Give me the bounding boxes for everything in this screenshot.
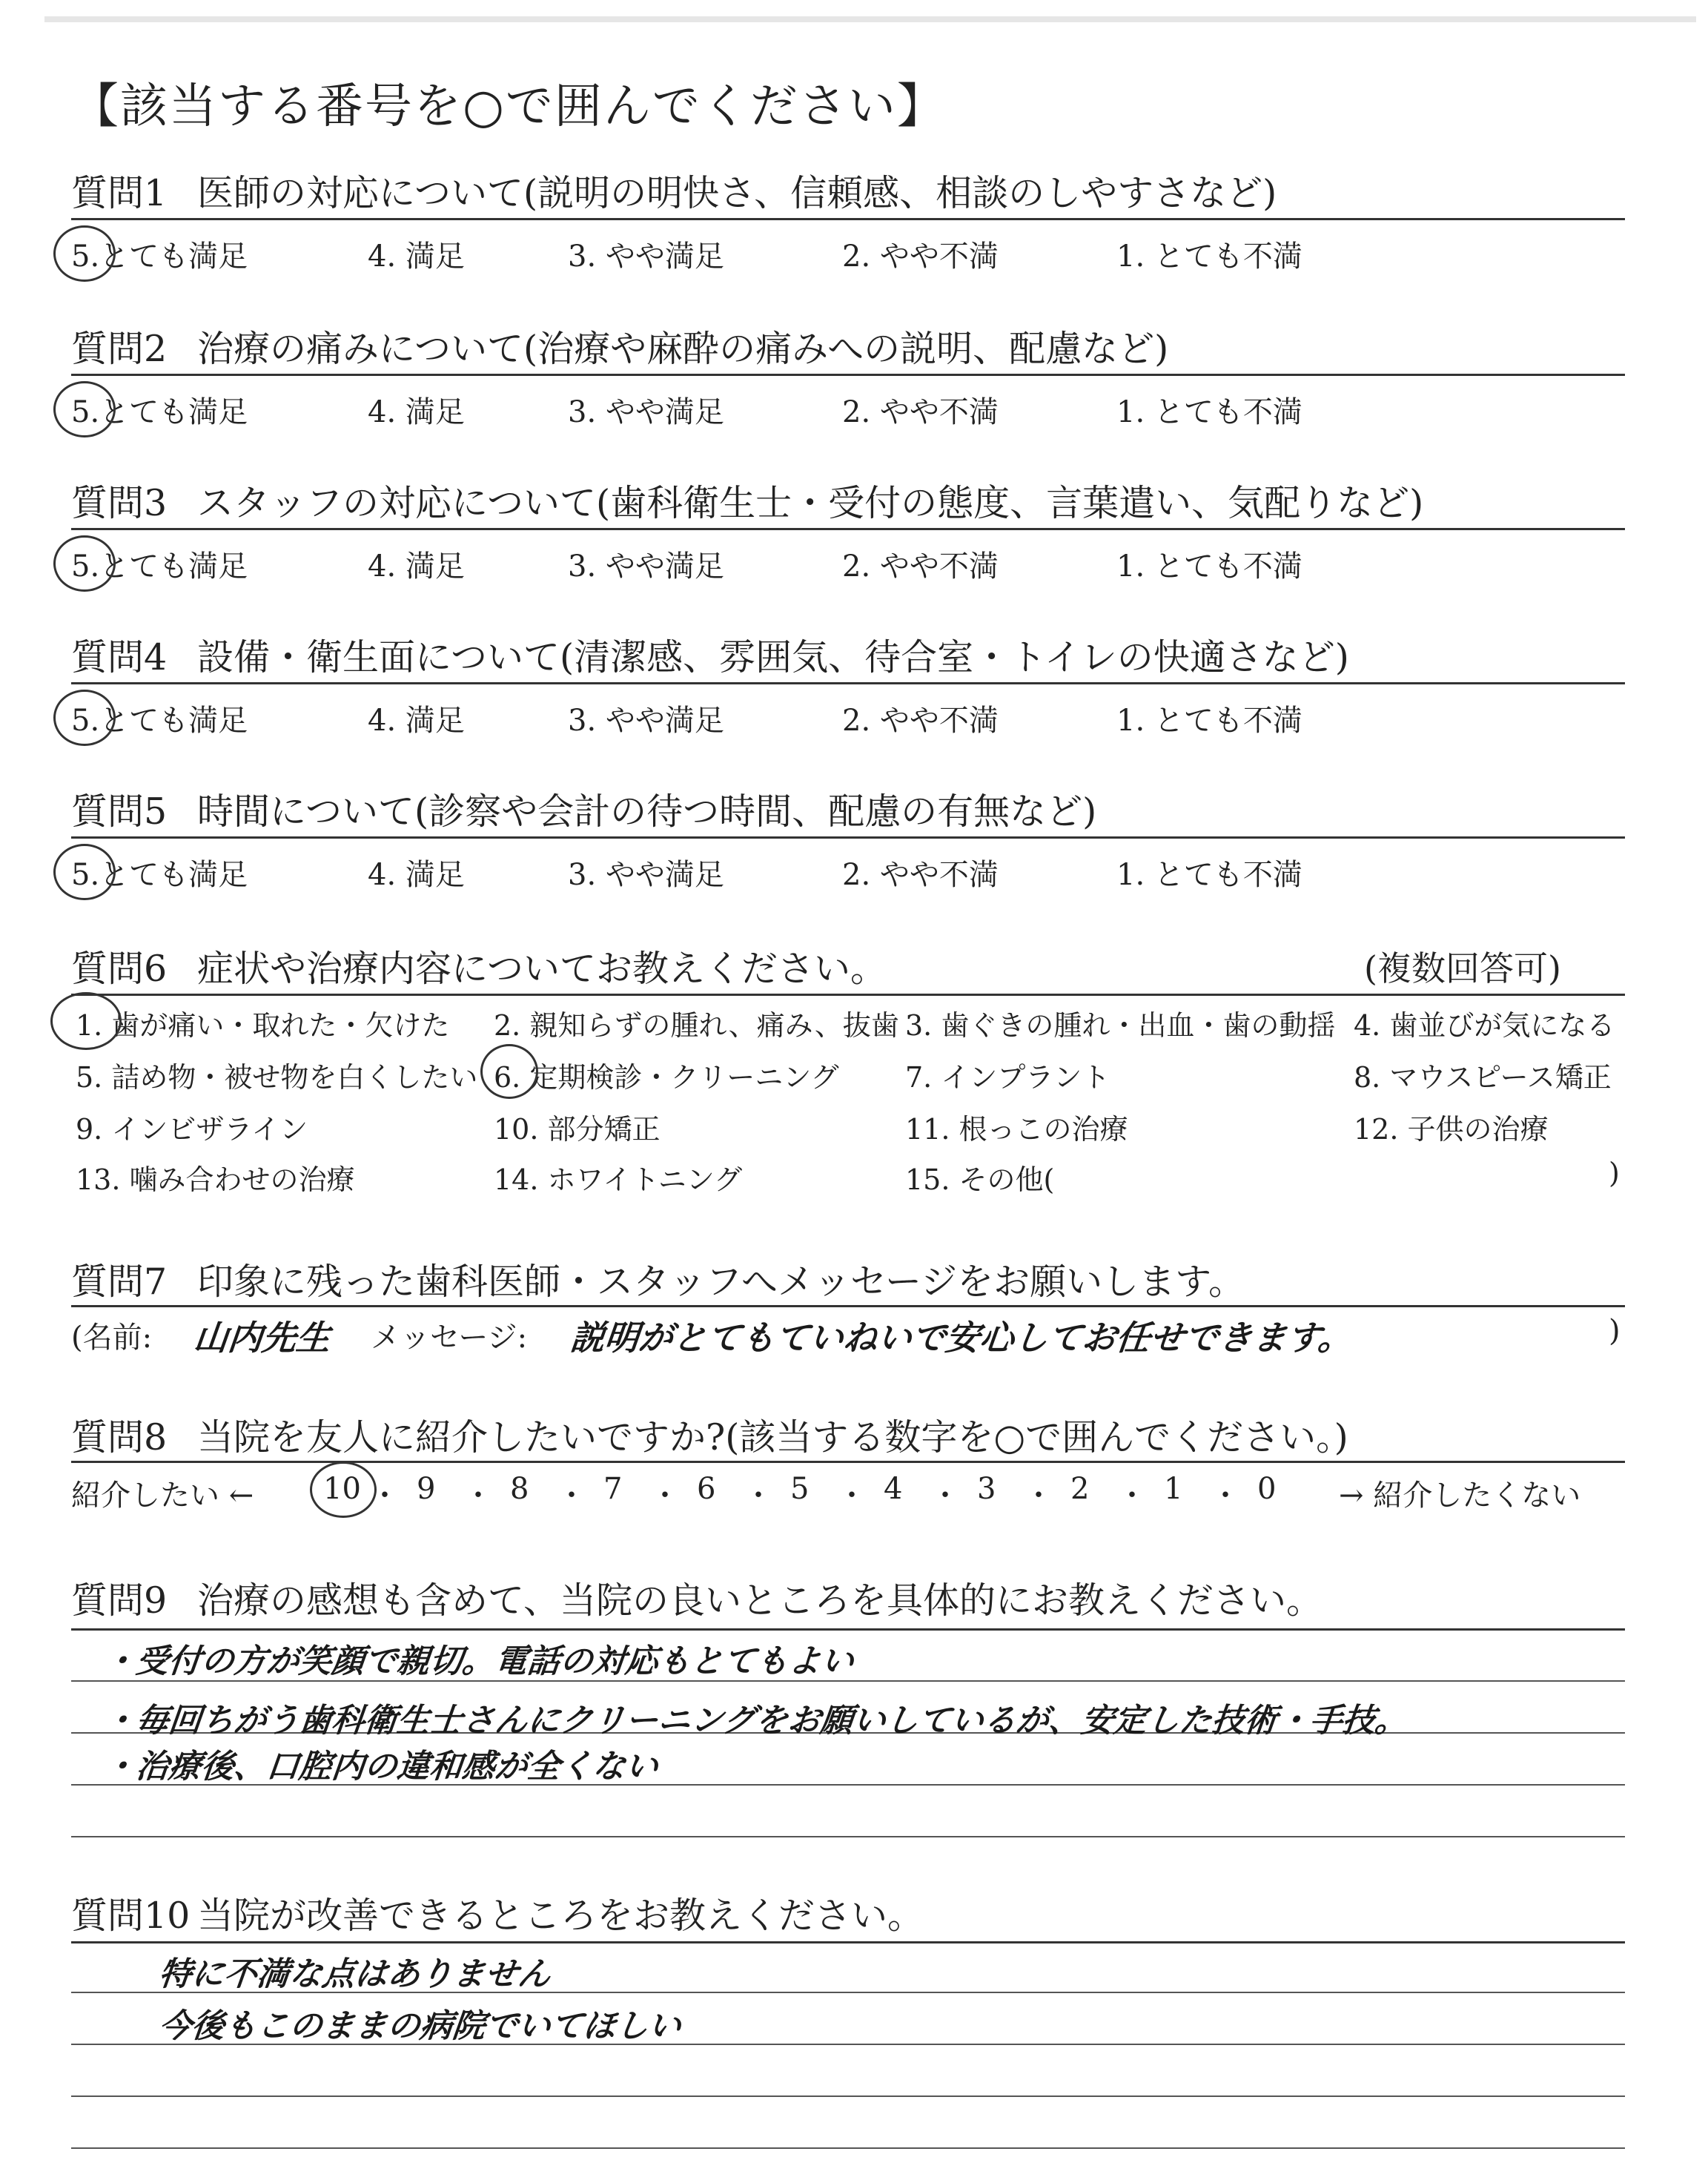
q6-option-9[interactable]: 9. インビザライン bbox=[76, 1113, 308, 1146]
q7-message-label: メッセージ: bbox=[371, 1321, 528, 1355]
q2-number: 質問2 bbox=[71, 328, 168, 370]
q10-text: 当院が改善できるところをお教えください。 bbox=[197, 1895, 924, 1937]
q4-option-3[interactable]: 3. やや満足 bbox=[568, 704, 724, 738]
q8-number: 質問8 bbox=[71, 1416, 168, 1459]
q8-scale-2[interactable]: 2 bbox=[1070, 1472, 1090, 1506]
q4-option-5[interactable]: 5.とても満足 bbox=[71, 704, 248, 738]
q7-text: 印象に残った歯科医師・スタッフへメッセージをお願いします。 bbox=[197, 1261, 1245, 1303]
q6-option-6[interactable]: 6. 定期検診・クリーニング bbox=[494, 1061, 839, 1094]
q8-scale-dot: ・ bbox=[1024, 1479, 1053, 1513]
q8-scale-dot: ・ bbox=[650, 1479, 680, 1513]
q10-rule-5 bbox=[71, 2147, 1625, 2149]
q6-option-14[interactable]: 14. ホワイトニング bbox=[494, 1163, 743, 1196]
q6-option-1[interactable]: 1. 歯が痛い・取れた・欠けた bbox=[76, 1009, 450, 1042]
q8-right-label: → 紹介したくない bbox=[1339, 1479, 1581, 1513]
q3-option-4[interactable]: 4. 満足 bbox=[368, 549, 465, 584]
q1-options bbox=[71, 233, 1554, 277]
q5-option-1[interactable]: 1. とても不満 bbox=[1116, 858, 1302, 892]
page-title: 【該当する番号を○で囲んでください】 bbox=[71, 79, 946, 134]
q1-option-1[interactable]: 1. とても不満 bbox=[1116, 240, 1302, 274]
q6-option-5[interactable]: 5. 詰め物・被せ物を白くしたい bbox=[76, 1061, 478, 1094]
q8-scale-dot: ・ bbox=[1117, 1479, 1147, 1513]
q10-answer-1[interactable]: 特に不満な点はありません bbox=[156, 1955, 553, 1993]
scan-edge bbox=[44, 16, 1696, 22]
q6-option-8[interactable]: 8. マウスピース矯正 bbox=[1354, 1061, 1612, 1094]
q1-option-3[interactable]: 3. やや満足 bbox=[568, 240, 724, 274]
q5-selection-circle bbox=[53, 844, 116, 900]
q8-scale-7[interactable]: 7 bbox=[603, 1472, 623, 1506]
q2-heading bbox=[71, 320, 1168, 372]
q9-answer-3[interactable]: ・治療後、口腔内の違和感が全くない bbox=[101, 1748, 661, 1786]
q7-heading bbox=[71, 1253, 1245, 1305]
q2-option-2[interactable]: 2. やや不満 bbox=[842, 395, 999, 429]
q3-text: スタッフの対応について(歯科衛生士・受付の態度、言葉遣い、気配りなど) bbox=[197, 482, 1424, 524]
q4-options bbox=[71, 697, 1554, 742]
q3-selection-circle bbox=[53, 535, 116, 592]
q8-rule bbox=[71, 1461, 1625, 1463]
q5-option-3[interactable]: 3. やや満足 bbox=[568, 858, 724, 892]
q5-rule bbox=[71, 836, 1625, 839]
q8-left-label: 紹介したい ← bbox=[71, 1479, 254, 1513]
q8-scale-0[interactable]: 0 bbox=[1257, 1472, 1277, 1506]
q3-option-3[interactable]: 3. やや満足 bbox=[568, 549, 724, 584]
q1-text: 医師の対応について(説明の明快さ、信頼感、相談のしやすさなど) bbox=[197, 172, 1277, 214]
q6-selection-circle-1 bbox=[50, 992, 122, 1050]
q10-rule-4 bbox=[71, 2095, 1625, 2097]
q2-options bbox=[71, 389, 1554, 433]
q5-option-4[interactable]: 4. 満足 bbox=[368, 858, 465, 892]
q6-selection-circle-6 bbox=[480, 1044, 538, 1099]
q7-number: 質問7 bbox=[71, 1261, 168, 1303]
q8-scale-dot: ・ bbox=[370, 1479, 400, 1513]
q3-option-2[interactable]: 2. やや不満 bbox=[842, 549, 999, 584]
q6-multiple-note: (複数回答可) bbox=[1364, 948, 1561, 988]
q5-options bbox=[71, 851, 1554, 896]
q3-option-1[interactable]: 1. とても不満 bbox=[1116, 549, 1302, 584]
q1-option-4[interactable]: 4. 満足 bbox=[368, 240, 465, 274]
q6-option-3[interactable]: 3. 歯ぐきの腫れ・出血・歯の動揺 bbox=[905, 1009, 1336, 1042]
q8-selection-circle bbox=[310, 1462, 377, 1518]
q2-option-1[interactable]: 1. とても不満 bbox=[1116, 395, 1302, 429]
q5-option-2[interactable]: 2. やや不満 bbox=[842, 858, 999, 892]
q8-scale-dot: ・ bbox=[1211, 1479, 1240, 1513]
q7-name-label: (名前: bbox=[71, 1321, 153, 1355]
q8-scale-3[interactable]: 3 bbox=[977, 1472, 996, 1506]
q7-rule bbox=[71, 1305, 1625, 1307]
q5-number: 質問5 bbox=[71, 790, 168, 833]
q1-option-5[interactable]: 5.とても満足 bbox=[71, 240, 248, 274]
q8-scale-4[interactable]: 4 bbox=[884, 1472, 903, 1506]
q5-text: 時間について(診察や会計の待つ時間、配慮の有無など) bbox=[197, 790, 1097, 833]
q7-name-handwritten[interactable]: 山内先生 bbox=[191, 1318, 333, 1358]
q4-text: 設備・衛生面について(清潔感、雰囲気、待合室・トイレの快適さなど) bbox=[197, 636, 1349, 678]
q6-option-11[interactable]: 11. 根っこの治療 bbox=[905, 1113, 1128, 1146]
q2-option-3[interactable]: 3. やや満足 bbox=[568, 395, 724, 429]
q8-scale-1[interactable]: 1 bbox=[1164, 1472, 1183, 1506]
q7-close-paren: ) bbox=[1609, 1314, 1621, 1348]
q3-rule bbox=[71, 528, 1625, 530]
q1-heading bbox=[71, 165, 1277, 217]
q10-number: 質問10 bbox=[71, 1895, 191, 1937]
q8-scale-dot: ・ bbox=[744, 1479, 773, 1513]
q10-answer-2[interactable]: 今後もこのままの病院でいてほしい bbox=[156, 2007, 683, 2045]
q3-options bbox=[71, 543, 1554, 587]
q2-text: 治療の痛みについて(治療や麻酔の痛みへの説明、配慮など) bbox=[197, 328, 1169, 370]
q8-scale-8[interactable]: 8 bbox=[510, 1472, 529, 1506]
q6-number: 質問6 bbox=[71, 948, 168, 990]
q8-scale-10[interactable]: 10 bbox=[323, 1472, 361, 1506]
q6-option-7[interactable]: 7. インプラント bbox=[905, 1061, 1110, 1094]
q2-option-4[interactable]: 4. 満足 bbox=[368, 395, 465, 429]
q3-option-5[interactable]: 5.とても満足 bbox=[71, 549, 248, 584]
q1-rule bbox=[71, 218, 1625, 220]
q8-scale bbox=[71, 1472, 1628, 1516]
q4-option-1[interactable]: 1. とても不満 bbox=[1116, 704, 1302, 738]
q6-rule bbox=[71, 994, 1625, 996]
q9-answer-1[interactable]: ・受付の方が笑顔で親切。電話の対応もとてもよい bbox=[101, 1642, 856, 1680]
q8-text: 当院を友人に紹介したいですか?(該当する数字を○で囲んでください。) bbox=[197, 1416, 1348, 1459]
q6-option-15[interactable]: 15. その他( bbox=[905, 1163, 1055, 1196]
q9-rule-1 bbox=[71, 1628, 1625, 1631]
q9-rule-5 bbox=[71, 1836, 1625, 1837]
q9-number: 質問9 bbox=[71, 1579, 168, 1622]
q4-rule bbox=[71, 682, 1625, 684]
q2-selection-circle bbox=[53, 381, 116, 437]
q8-heading bbox=[71, 1409, 1348, 1461]
q6-option-10[interactable]: 10. 部分矯正 bbox=[494, 1113, 661, 1146]
q6-option-13[interactable]: 13. 噛み合わせの治療 bbox=[76, 1163, 355, 1196]
q9-answer-2[interactable]: ・毎回ちがう歯科衛生士さんにクリーニングをお願いしているが、安定した技術・手技。 bbox=[101, 1702, 1410, 1740]
q4-option-2[interactable]: 2. やや不満 bbox=[842, 704, 999, 738]
q8-scale-dot: ・ bbox=[557, 1479, 586, 1513]
q3-number: 質問3 bbox=[71, 482, 168, 524]
q9-text: 治療の感想も含めて、当院の良いところを具体的にお教えください。 bbox=[197, 1579, 1323, 1622]
q7-message-handwritten[interactable]: 説明がとてもていねいで安心してお任せできます。 bbox=[568, 1318, 1354, 1358]
q10-heading bbox=[71, 1887, 924, 1939]
q4-number: 質問4 bbox=[71, 636, 168, 678]
q3-heading bbox=[71, 475, 1423, 526]
q8-scale-dot: ・ bbox=[463, 1479, 493, 1513]
q6-option-12[interactable]: 12. 子供の治療 bbox=[1354, 1113, 1549, 1146]
q4-heading bbox=[71, 629, 1349, 681]
q5-option-5[interactable]: 5.とても満足 bbox=[71, 858, 248, 892]
q9-heading bbox=[71, 1572, 1323, 1624]
q5-heading bbox=[71, 783, 1096, 835]
q1-selection-circle bbox=[53, 225, 116, 282]
q6-heading bbox=[71, 940, 887, 992]
q10-rule-1 bbox=[71, 1941, 1625, 1943]
q6-text: 症状や治療内容についてお教えください。 bbox=[197, 948, 887, 990]
q8-scale-6[interactable]: 6 bbox=[697, 1472, 716, 1506]
q4-selection-circle bbox=[53, 690, 116, 746]
q2-rule bbox=[71, 374, 1625, 376]
q4-option-4[interactable]: 4. 満足 bbox=[368, 704, 465, 738]
q1-number: 質問1 bbox=[71, 172, 168, 214]
q8-scale-5[interactable]: 5 bbox=[790, 1472, 810, 1506]
q6-options bbox=[71, 1003, 1628, 1225]
q6-option-4[interactable]: 4. 歯並びが気になる bbox=[1354, 1009, 1615, 1042]
q8-scale-dot: ・ bbox=[837, 1479, 867, 1513]
q8-scale-9[interactable]: 9 bbox=[417, 1472, 436, 1506]
q6-option-2[interactable]: 2. 親知らずの腫れ、痛み、抜歯 bbox=[494, 1009, 899, 1042]
q6-other-close-paren: ) bbox=[1609, 1157, 1620, 1189]
q1-option-2[interactable]: 2. やや不満 bbox=[842, 240, 999, 274]
q8-scale-dot: ・ bbox=[930, 1479, 960, 1513]
q2-option-5[interactable]: 5.とても満足 bbox=[71, 395, 248, 429]
